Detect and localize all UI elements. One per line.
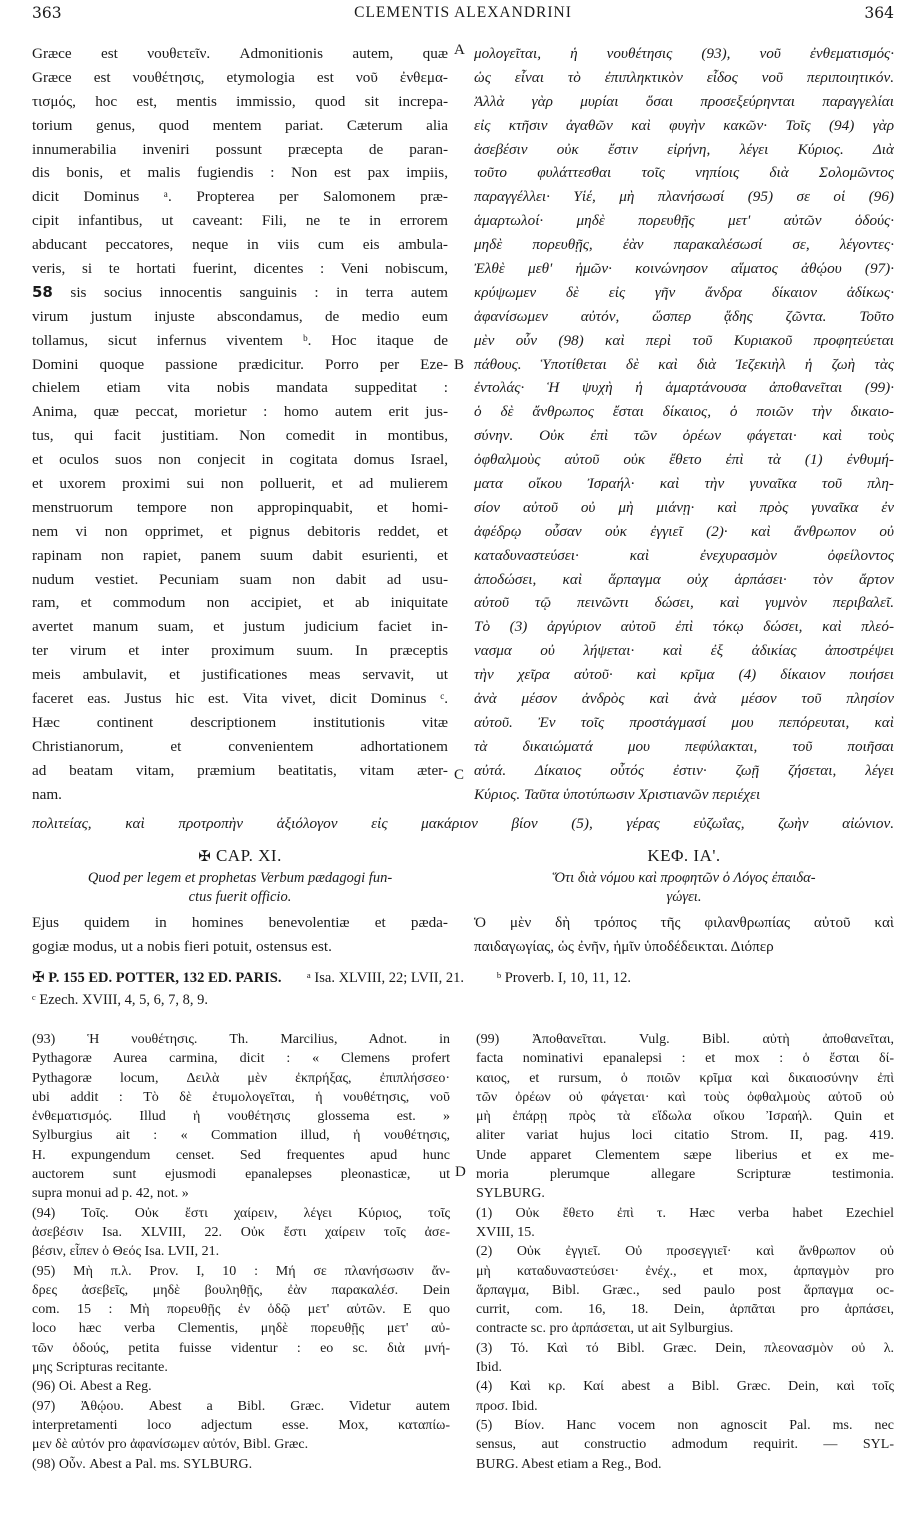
greek-text-line: σίον αὐτοῦ οὐ μὴ μιάνῃ· καὶ πρὸς γυναῖκα ἐν: [474, 498, 894, 516]
note-line-right: contracte sc. pro ἁρπάσεται, ut ait Sylburgius.: [476, 1321, 734, 1337]
latin-text-line: faceret eas. Justus hic est. Vita vivet, dicit Dominus ᶜ.: [32, 690, 448, 708]
chapter-body-latin-line: gogiæ modus, ut a nobis fieri potuit, ostensus est.: [32, 937, 332, 955]
note-line-left: δρες ἀσεβεῖς, μηδὲ βουληθῇς, ἐὰν παρακαλέσ. Dein: [32, 1282, 450, 1298]
latin-text-line: Domini quoque passione prædicitur. Porro per Eze-: [32, 355, 448, 373]
note-line-left: com. 15 : Μὴ πορευθῇς ἐν ὁδῷ μετ' αὐτῶν. E quo: [32, 1302, 450, 1318]
note-line-left: (95) Μὴ π.λ. Prov. I, 10 : Μή σε πλανήσωσιν ἄν-: [32, 1263, 450, 1279]
note-line-left: H. expungendum censet. Sed frequentes apud hunc: [32, 1147, 450, 1163]
greek-text-line: ὡς εἶναι τὸ ἐπιπληκτικὸν εἶδος νοῦ περιποιητικόν.: [474, 68, 894, 86]
note-line-left: (96) Οἱ. Abest a Reg.: [32, 1379, 152, 1395]
greek-text-line: παραγγέλλει· Υἱέ, μὴ πλανήσωσί (95) σε οἱ (96): [474, 188, 894, 206]
note-line-left: (93) Ἡ νουθέτησις. Th. Marcilius, Adnot. in: [32, 1032, 450, 1047]
cross-icon: ✠: [198, 847, 212, 865]
note-line-right: προσ. Ibid.: [476, 1398, 538, 1414]
latin-text-line: ad beatam vitam, præmium beatitatis, vitam æter-: [32, 761, 448, 779]
latin-column: [32, 42, 448, 807]
latin-text-line: veris, si te hortati fuerint, dicentes : Veni nobiscum,: [32, 260, 448, 278]
reference-line-1: [32, 966, 894, 989]
chapter-body-latin-line: Ejus quidem in homines benevolentiæ et pæda-: [32, 914, 448, 931]
chapter-heading-latin: [32, 843, 448, 959]
greek-text-line: Κύριος. Ταῦτα ὑποτύπωσιν Χριστιανῶν περιέχει: [474, 785, 761, 803]
note-line-right: SYLBURG.: [476, 1186, 545, 1202]
note-line-left: (97) Ἀθῴου. Abest a Bibl. Græc. Videtur autem: [32, 1398, 450, 1414]
note-line-right: sensus, aut constructio admodum requirit. — SYL-: [476, 1437, 894, 1453]
latin-text-line: innumerabilia inveniri possunt præcepta de paran-: [32, 140, 448, 158]
greek-text-line: αὐτοῦ τῷ πεινῶντι δώσει, καὶ γυμνὸν περιβαλεῖ.: [474, 594, 894, 612]
greek-text-line: σύνην. Οὐκ ἐπὶ τῶν ὀρέων φάγεται· καὶ τοὺς: [474, 427, 894, 445]
running-title: CLEMENTIS ALEXANDRINI: [354, 4, 572, 21]
greek-text-line: ὀφθαλμοὺς αὐτοῦ οὐκ ἔθετο ἐπὶ τὰ (1) ἐνθυμή-: [474, 451, 894, 469]
greek-text-line: Τὸ (3) ἀργύριον αὐτοῦ ἐπὶ τόκῳ δώσει, καὶ πλεό-: [474, 618, 894, 636]
greek-text-line: Ἀλλὰ γὰρ μυρίαι ὅσαι προσεξεύρηνται παραγγελίαι: [474, 92, 894, 110]
note-line-left: τῶν ὁδούς, petita fuisse videntur : eo sc. διὰ μνή-: [32, 1340, 450, 1356]
note-line-left: interpretamenti loco adjectum esse. Mox, καταπίω-: [32, 1417, 450, 1433]
greek-text-line: νασμα οὐ λήψεται· καὶ ἐξ ἀδικίας ἀποστρέψει: [474, 642, 894, 660]
chapter-body-greek-line: Ὁ μὲν δὴ τρόπος τῆς φιλανθρωπίας αὐτοῦ καὶ: [474, 914, 894, 931]
note-line-right: (99) Ἀποθανεῖται. Vulg. Bibl. αὐτὴ ἀποθανεῖται,: [476, 1032, 894, 1047]
latin-text-line: Christianorum, et convenientem adhortationem: [32, 737, 448, 755]
note-line-right: XVIII, 15.: [476, 1224, 535, 1240]
note-line-left: Pythagoræ Aurea carmina, dicit : « Clemens profert: [32, 1051, 450, 1067]
note-line-left: ἐνθεματισμός. Illud ἡ νουθέτησις glossema est. »: [32, 1109, 450, 1125]
latin-text-line: [32, 281, 448, 305]
margin-letter-d: D: [455, 1164, 466, 1180]
greek-text-line: καταδυναστεύσει· καὶ ἐνεχυρασμὸν ὀφείλοντος: [474, 546, 894, 564]
latin-text-line: ram, et commodum non accipiet, et ab iniquitate: [32, 594, 448, 612]
edition-references: [32, 966, 894, 1011]
note-line-left: ubi addit : Τὸ δὲ ἐτυμολογεῖται, ἡ νουθέτησις, νοῦ: [32, 1089, 450, 1105]
latin-text-line: et oculos suos non conjecit in cogitata domus Israel,: [32, 451, 448, 469]
note-line-left: Sylburgius ait : « Commation illud, ἡ νουθέτησις,: [32, 1128, 450, 1144]
page-number-right: 364: [864, 4, 894, 22]
latin-text-line: tollamus, sicut infernus viventem ᵇ. Hoc itaque de: [32, 331, 448, 349]
note-line-right: μὴ καταδυναστεύσει· ἐνέχ., et mox, ἁρπαγμὸν pro: [476, 1263, 894, 1279]
latin-text-line: Hæc continent descriptionem institutionis vitæ: [32, 713, 448, 731]
chapter-subtitle-greek-2: γώγει.: [666, 889, 702, 905]
greek-text-line: εἰς κτῆσιν ἀγαθῶν καὶ φυγὴν κακῶν· Τοῖς (94) γὰρ: [474, 116, 894, 134]
note-line-left: μης Scripturas recitante.: [32, 1360, 168, 1376]
latin-text-line-text: sis socius innocentis sanguinis : in terra autem: [70, 283, 448, 301]
note-line-left: (94) Τοῖς. Οὐκ ἔστι χαίρειν, λέγει Κύριος, τοῖς: [32, 1205, 450, 1221]
latin-text-line: virum justum injuste abscondamus, de medio eum: [32, 307, 448, 325]
notes-left-column: [32, 1030, 450, 1474]
chapter-subtitle-latin-1: Quod per legem et prophetas Verbum pædagogi fun-: [87, 870, 393, 886]
latin-text-line: nudum vestiet. Pecuniam suam non dabit ad usu-: [32, 570, 448, 588]
note-line-right: currit, com. 16, 18. Dein, ἁρπᾶται pro ἁρπάσει,: [476, 1302, 894, 1318]
latin-text-line: abducant peccatores, neque in viis cum eis ambula-: [32, 236, 448, 254]
greek-text-line: μὲν οὖν (98) καὶ περὶ τοῦ Κυριακοῦ προφητεύεται: [474, 331, 894, 349]
greek-text-line: Ἐλθὲ μεθ' ἡμῶν· κοινώνησον αἵματος ἀθῴου (97)·: [474, 260, 894, 278]
note-line-right: (3) Τό. Καὶ τό Bibl. Græc. Dein, πλεονασμὸν οὐ λ.: [476, 1340, 894, 1356]
latin-text-line: ter virum et inter proximum suum. In præceptis: [32, 642, 448, 660]
note-line-left: (98) Οὖν. Abest a Pal. ms. SYLBURG.: [32, 1456, 253, 1472]
footnote-ref-b: ᵇ Proverb. I, 10, 11, 12.: [496, 970, 632, 986]
latin-text-line: nem vi non opprimet, et pignus debitoris reddet, et: [32, 522, 448, 540]
note-line-right: (2) Οὐκ ἐγγιεῖ. Οὐ προσεγγιεῖ· καὶ ἄνθρωπον οὐ: [476, 1244, 894, 1260]
greek-continuation-line: πολιτείας, καὶ προτροπὴν ἀξιόλογον εἰς μακάριον βίον (5), γέρας εὐζωΐας, ζωὴν αἰώνιον.: [32, 815, 894, 832]
note-line-right: (5) Βίον. Hanc vocem non agnoscit Pal. ms. nec: [476, 1417, 894, 1433]
greek-text-line: μολογεῖται, ἡ νουθέτησις (93), νοῦ ἐνθεματισμός·: [474, 45, 894, 62]
greek-text-line: ἀφανίσωμεν αὐτόν, ὥσπερ ᾅδης ζῶντα. Τοῦτο: [474, 307, 894, 325]
chapter-body-greek-line: παιδαγωγίας, ὡς ἐνῆν, ἡμῖν ὑποδέδεικται. Διόπερ: [474, 937, 774, 955]
note-line-left: auctorem sunt ejusmodi epanalepses pleonasticæ, ut: [32, 1167, 450, 1183]
greek-text-line: κρύψωμεν δὲ εἰς γῆν ἄνδρα δίκαιον ἀδίκως·: [474, 283, 894, 301]
chapter-body-greek: [474, 911, 894, 959]
latin-text-line: τισμός, hoc est, mentis immissio, quod sit increpa-: [32, 92, 448, 110]
greek-text-line: ἀποδώσει, καὶ ἅρπαγμα οὐχ ἁρπάσει· τὸν ἄρτον: [474, 570, 894, 588]
footnote-ref-c: ᶜ Ezech. XVIII, 4, 5, 6, 7, 8, 9.: [32, 992, 209, 1008]
chapter-title-latin: [32, 843, 448, 869]
latin-text-line: avertet manum suam, et justum judicium faciet in-: [32, 618, 448, 636]
greek-text-line: πάθους. Ὑποτίθεται δὲ καὶ διὰ Ἰεζεκιὴλ ἡ ζωὴ τὰς: [474, 355, 894, 373]
greek-text-line: ἁμαρτωλοί· μηδὲ πορευθῇς μετ' αὐτῶν ὁδούς·: [474, 212, 894, 230]
latin-text-line: dis bonis, et malis fugiendis : Non est pax impiis,: [32, 164, 448, 182]
cross-icon: ✠: [32, 968, 45, 986]
potter-edition-ref: P. 155 ED. POTTER, 132 ED. PARIS.: [48, 970, 282, 986]
margin-letter-a: A: [454, 42, 465, 58]
greek-text-line: μηδὲ πορευθῇς, ἐὰν παρακαλέσωσί σε, λέγοντες·: [474, 236, 894, 254]
latin-text-line: dicit Dominus ᵃ. Propterea per Salomonem præ-: [32, 188, 448, 206]
chapter-subtitle-latin-2: ctus fuerit officio.: [188, 889, 292, 905]
note-line-right: moria plerumque allegare Scripturæ testimonia.: [476, 1167, 894, 1183]
notes-right-column: [476, 1030, 894, 1474]
note-line-right: τῶν ὀρέων οὐ φάγεται· καὶ τοὺς ὀφθαλμοὺς αὐτοῦ οὐ: [476, 1089, 894, 1105]
chapter-title-greek: ΚΕΦ. ΙΑ'.: [647, 846, 721, 865]
greek-text-line: ἀσεβέσιν οὐκ ἔστιν εἰρήνη, λέγει Κύριος. Διὰ: [474, 140, 894, 158]
chapter-subtitle-greek-1: Ὅτι διὰ νόμου καὶ προφητῶν ὁ Λόγος ἐπαιδα-: [552, 870, 816, 886]
greek-text-line: αὐτοῦ. Ἐν τοῖς προστάγμασί μου πεπόρευται, καὶ: [474, 713, 894, 731]
note-line-left: Pythagoræ locum, Δειλὰ μὲν ἐκπρήξας, ἐπιπλήσσεο·: [32, 1070, 450, 1086]
note-line-right: aliter variat hujus loci citatio Strom. II, pag. 419.: [476, 1128, 894, 1144]
greek-text-line: ἐντολάς· Ἡ ψυχὴ ἡ ἁμαρτάνουσα ἀποθανεῖται (99)·: [474, 379, 894, 397]
greek-text-line: αὐτά. Δίκαιος οὗτός ἐστιν· ζωῇ ζήσεται, λέγει: [474, 761, 894, 779]
chapter-title-latin-text: CAP. XI.: [215, 846, 282, 865]
latin-text-line: cipit infantibus, ut caveant: Fili, ne te in errorem: [32, 212, 448, 230]
chapter-heading-greek: [474, 843, 894, 959]
latin-text-line: tus, qui facit justitiam. Non comedit in montibus,: [32, 427, 448, 445]
note-line-right: ἅρπαγμα, Bibl. Græc., sed paulo post ἅρπαγμα oc-: [476, 1282, 894, 1298]
greek-text-line: ματα οἴκου Ἰσραήλ· καὶ τὴν γυναῖκα τοῦ πλη-: [474, 475, 894, 493]
latin-text-line: Græce est νουθέτησις, etymologia est νοῦ ἐνθεμα-: [32, 68, 448, 86]
note-line-left: loco hæc verba Clementis, μηδὲ πορευθῇς μετ' αὐ-: [32, 1321, 450, 1337]
note-line-right: Unde apparet Clementem sæpe liberius et ex me-: [476, 1147, 894, 1163]
note-line-left: supra monui ad p. 42, not. »: [32, 1186, 189, 1202]
margin-letter-c: C: [454, 767, 465, 783]
note-line-right: (4) Καὶ κρ. Καί abest a Bibl. Græc. Dein, καὶ τοῖς: [476, 1379, 894, 1395]
greek-text-line: τὰ δικαιώματά μου πεφύλακται, τοῦ ποιῆσαι: [474, 737, 894, 755]
note-line-left: μεν δὲ αὐτόν pro ἀφανίσωμεν αὐτόν, Bibl. Græc.: [32, 1437, 309, 1453]
greek-text-line: ἀφέδρῳ οὖσαν οὐκ ἐγγιεῖ (2)· καὶ ἄνθρωπον οὐ: [474, 522, 894, 540]
chapter-body-latin: [32, 911, 448, 959]
margin-number-58: 58: [32, 282, 53, 301]
footnote-ref-a: ᵃ Isa. XLVIII, 22; LVII, 21.: [306, 970, 464, 986]
greek-text-line: ὁ δὲ ἄνθρωπος ἔσται δίκαιος, ὁ ποιῶν τὴν δικαιο-: [474, 403, 894, 421]
latin-text-line: meis ambulavit, et justificationes meas servavit, ut: [32, 666, 448, 684]
latin-text-line: rapinam non rapiet, panem suum dabit esurienti, et: [32, 546, 448, 564]
latin-text-line: menstruorum tempore non appropinquabit, et homi-: [32, 498, 448, 516]
reference-line-2: [32, 989, 894, 1011]
running-header: [32, 4, 894, 30]
note-line-right: καιος, et rursum, ὁ ποιῶν κρῖμα καὶ δικαιοσύνην ἐπὶ: [476, 1070, 894, 1086]
note-line-left: βέσιν, εἶπεν ὁ Θεός Isa. LVII, 21.: [32, 1244, 220, 1260]
note-line-right: facta nominativi epanalepsi : et mox : ὁ ἔσται δί-: [476, 1051, 894, 1067]
note-line-right: (1) Οὐκ ἔθετο ἐπὶ τ. Hæc verba habet Ezechiel: [476, 1205, 894, 1221]
latin-text-line: Anima, quæ peccat, morietur : homo autem erit jus-: [32, 403, 448, 421]
greek-text-line: τοῦτο φυλάττεσθαι τοῖς νηπίοις διὰ Σολομῶντος: [474, 164, 894, 182]
latin-text-line: torium genus, quod mentem pariat. Cæterum alia: [32, 116, 448, 134]
latin-text-line: et uxorem proximi sui non polluerit, et ad mulierem: [32, 475, 448, 493]
latin-text-line: nam.: [32, 785, 62, 803]
greek-text-line: τὴν χεῖρα αὐτοῦ· καὶ κρῖμα (4) δίκαιον ποιήσει: [474, 666, 894, 684]
latin-text-line: Græce est νουθετεῖν. Admonitionis autem, quæ: [32, 45, 448, 62]
note-line-right: Ibid.: [476, 1360, 503, 1376]
note-line-left: ἀσεβέσιν Isa. XLVIII, 22. Οὐκ ἔστι χαίρειν τοῖς ἀσε-: [32, 1224, 450, 1240]
page-number-left: 363: [32, 4, 62, 22]
latin-text-line: chielem etiam vita nobis mandata suppeditat :: [32, 379, 448, 397]
greek-column: [474, 42, 894, 807]
note-line-right: μὴ ἐπάρῃ πρὸς τὰ εἴδωλα οἴκου Ἰσραήλ. Quin et: [476, 1109, 894, 1125]
note-line-right: BURG. Abest etiam a Reg., Bod.: [476, 1456, 662, 1472]
greek-text-line: ἀνὰ μέσον ἀνδρὸς καὶ ἀνὰ μέσον τοῦ πλησίον: [474, 690, 894, 708]
margin-letter-b: B: [454, 357, 465, 373]
